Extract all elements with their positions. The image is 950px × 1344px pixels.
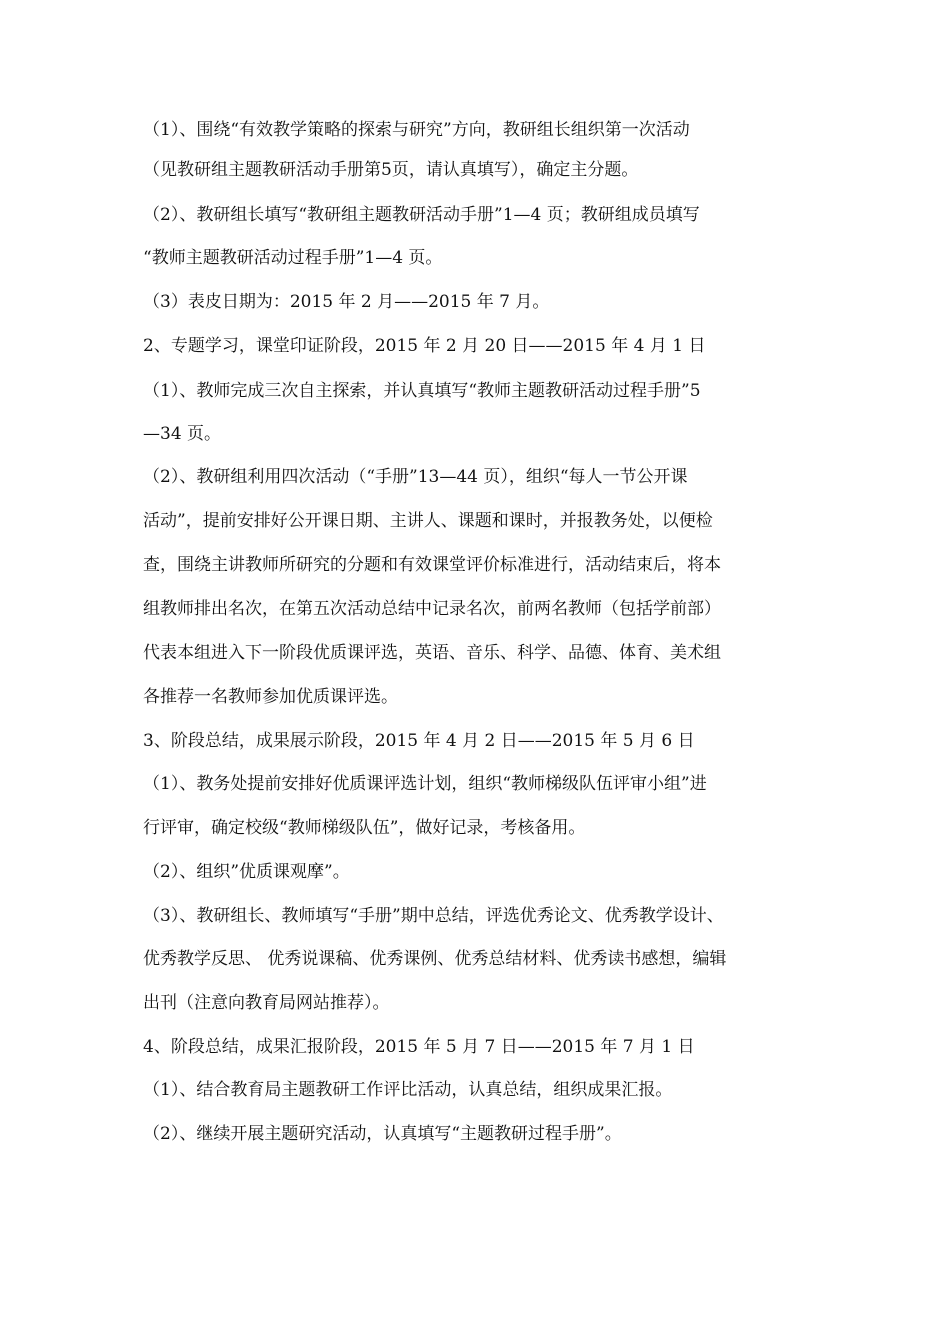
section-heading: 3、阶段总结，成果展示阶段，2015 年 4 月 2 日——2015 年 5 月 6 日 [143, 731, 695, 751]
text-line: （1）、结合教育局主题教研工作评比活动，认真总结，组织成果汇报。 [143, 1080, 673, 1100]
text-line: （2）、教研组利用四次活动（“手册”13—44 页），组织“每人一节公开课 [143, 467, 688, 487]
text-line: 各推荐一名教师参加优质课评选。 [143, 687, 398, 707]
text-line: （2）、组织”优质课观摩”。 [143, 862, 350, 882]
text-line: 出刊（注意向教育局网站推荐）。 [143, 993, 390, 1013]
text-line: （3）表皮日期为：2015 年 2 月——2015 年 7 月。 [143, 292, 550, 312]
text-line: （1）、教师完成三次自主探索，并认真填写“教师主题教研活动过程手册”5 [143, 381, 701, 401]
text-line: 优秀教学反思、 优秀说课稿、优秀课例、优秀总结材料、优秀读书感想，编辑 [143, 949, 727, 969]
text-line: （1）、教务处提前安排好优质课评选计划，组织“教师梯级队伍评审小组”进 [143, 774, 707, 794]
section-heading: 2、专题学习，课堂印证阶段，2015 年 2 月 20 日——2015 年 4 月 1 日 [143, 336, 706, 356]
text-line: 活动”，提前安排好公开课日期、主讲人、课题和课时，并报教务处，以便检 [143, 511, 713, 531]
text-line: 查，围绕主讲教师所研究的分题和有效课堂评价标准进行，活动结束后，将本 [143, 555, 721, 575]
section-heading: 4、阶段总结，成果汇报阶段，2015 年 5 月 7 日——2015 年 7 月 1 日 [143, 1037, 695, 1057]
text-line: 代表本组进入下一阶段优质课评选，英语、音乐、科学、品德、体育、美术组 [143, 643, 721, 663]
text-line: —34 页。 [143, 424, 222, 444]
text-line: “教师主题教研活动过程手册”1—4 页。 [143, 248, 443, 268]
text-line: （见教研组主题教研活动手册第5页，请认真填写），确定主分题。 [143, 160, 639, 180]
text-line: 组教师排出名次，在第五次活动总结中记录名次，前两名教师（包括学前部） [143, 599, 721, 619]
text-line: （2）、教研组长填写“教研组主题教研活动手册”1—4 页；教研组成员填写 [143, 205, 700, 225]
text-line: （1）、围绕“有效教学策略的探索与研究”方向，教研组长组织第一次活动 [143, 120, 690, 140]
text-line: 行评审，确定校级“教师梯级队伍”，做好记录，考核备用。 [143, 818, 586, 838]
text-line: （2）、继续开展主题研究活动，认真填写“主题教研过程手册”。 [143, 1124, 622, 1144]
text-line: （3）、教研组长、教师填写“手册”期中总结，评选优秀论文、优秀教学设计、 [143, 906, 724, 926]
